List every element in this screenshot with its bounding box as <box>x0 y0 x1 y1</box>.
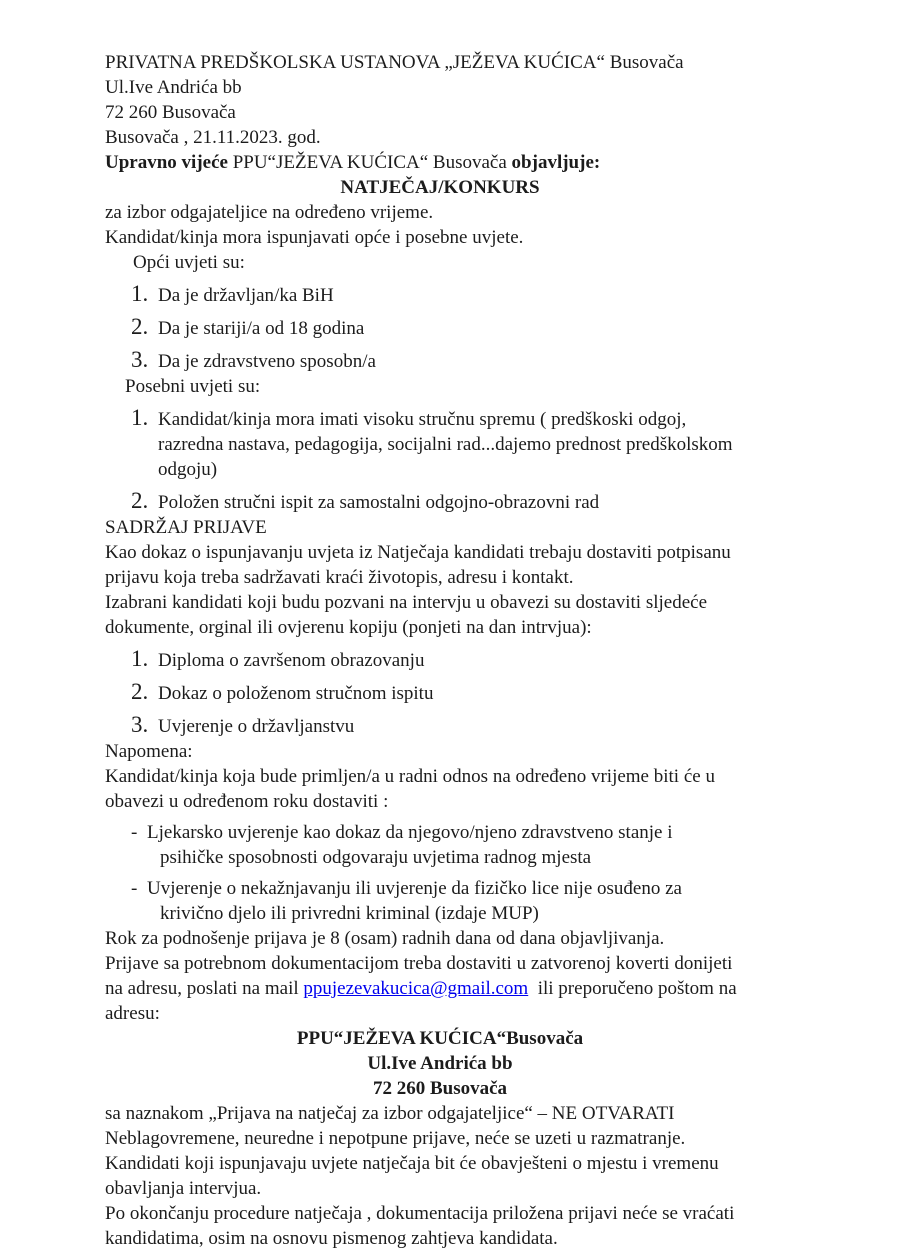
doc-line: Busovača , 21.11.2023. god. <box>105 127 321 148</box>
doc-line: Neblagovremene, neuredne i nepotpune prijave, neće se uzeti u razmatranje. <box>105 1128 686 1149</box>
doc-centered-line: 72 260 Busovača <box>372 1078 508 1099</box>
doc-line: Kandidat/kinja koja bude primljen/a u radni odnos na određeno vrijeme biti će u <box>105 766 715 787</box>
doc-line: obavezi u određenom roku dostaviti : <box>105 791 389 812</box>
doc-line: Izabrani kandidati koji budu pozvani na intervju u obavezi su dostaviti sljedeće <box>105 592 708 613</box>
doc-line: za izbor odgajateljice na određeno vrijeme. <box>105 202 434 223</box>
list-item-text: Ljekarsko uvjerenje kao dokaz da njegovo/njeno zdravstveno stanje i <box>147 822 673 843</box>
doc-line: Ul.Ive Andrića bb <box>105 77 242 98</box>
doc-line: dokumente, orginal ili ovjerenu kopiju (ponjeti na dan intrvjua): <box>105 617 592 638</box>
doc-numbered-item <box>131 347 775 374</box>
doc-line <box>105 976 775 1001</box>
doc-dash-item <box>131 876 775 901</box>
text-segment: PPU“JEŽEVA KUĆICA“ Busovača <box>232 152 512 173</box>
doc-line: PRIVATNA PREDŠKOLSKA USTANOVA „JEŽEVA KUĆICA“ Busovača <box>105 52 684 73</box>
doc-line: Rok za podnošenje prijava je 8 (osam) radnih dana od dana objavljivanja. <box>105 928 665 949</box>
list-item-text: Položen stručni ispit za samostalni odgojno-obrazovni rad <box>158 492 600 513</box>
doc-numbered-item <box>131 646 775 673</box>
doc-line: obavljanja intervjua. <box>105 1178 262 1199</box>
doc-numbered-item <box>131 712 775 739</box>
doc-numbered-item <box>131 679 775 706</box>
text-segment: ili preporučeno poštom na <box>528 978 737 999</box>
list-item-text: Da je stariji/a od 18 godina <box>158 318 365 339</box>
doc-line: Prijave sa potrebnom dokumentacijom treba dostaviti u zatvorenoj koverti donijeti <box>105 953 733 974</box>
doc-numbered-item <box>131 488 775 515</box>
text-segment: na adresu, poslati na mail <box>105 978 304 999</box>
bold-text-segment: Upravno vijeće <box>105 152 233 173</box>
doc-line: psihičke sposobnosti odgovaraju uvjetima radnog mjesta <box>160 847 592 868</box>
list-item-text: Diploma o završenom obrazovanju <box>158 650 425 671</box>
doc-line: 72 260 Busovača <box>105 102 236 123</box>
doc-line: Posebni uvjeti su: <box>125 376 261 397</box>
doc-numbered-item <box>131 405 775 432</box>
dash-marker: - <box>131 878 138 899</box>
doc-centered-line: Ul.Ive Andrića bb <box>367 1053 513 1074</box>
doc-line: krivično djelo ili privredni kriminal (izdaje MUP) <box>160 903 539 924</box>
email-link[interactable]: ppujezevakucica@gmail.com <box>303 978 529 999</box>
list-item-text: Uvjerenje o nekažnjavanju ili uvjerenje da fizičko lice nije osuđeno za <box>147 878 682 899</box>
doc-centered-line: NATJEČAJ/KONKURS <box>340 177 540 198</box>
doc-numbered-item <box>131 314 775 341</box>
doc-line: SADRŽAJ PRIJAVE <box>105 517 267 538</box>
doc-line: Kandidat/kinja mora ispunjavati opće i posebne uvjete. <box>105 227 524 248</box>
doc-line: adresu: <box>105 1003 160 1024</box>
doc-numbered-item <box>131 281 775 308</box>
doc-line: sa naznakom „Prijava na natječaj za izbor odgajateljice“ – NE OTVARATI <box>105 1103 675 1124</box>
list-number-marker: 3. <box>131 712 149 737</box>
doc-line: prijavu koja treba sadržavati kraći životopis, adresu i kontakt. <box>105 567 574 588</box>
list-number-marker: 1. <box>131 646 149 671</box>
list-item-text: Da je zdravstveno sposobn/a <box>158 351 376 372</box>
doc-line: odgoju) <box>158 459 218 480</box>
document-content <box>105 50 775 1251</box>
doc-line <box>105 150 775 175</box>
list-item-text: Uvjerenje o državljanstvu <box>158 716 355 737</box>
dash-marker: - <box>131 822 138 843</box>
doc-line: kandidatima, osim na osnovu pismenog zahtjeva kandidata. <box>105 1228 558 1249</box>
doc-line: Po okončanju procedure natječaja , dokumentacija priložena prijavi neće se vraćati <box>105 1203 735 1224</box>
list-number-marker: 1. <box>131 405 149 430</box>
list-item-text: Da je državljan/ka BiH <box>158 285 334 306</box>
bold-text-segment: objavljuje: <box>511 152 601 173</box>
list-number-marker: 3. <box>131 347 149 372</box>
doc-line: Kandidati koji ispunjavaju uvjete natječaja bit će obavješteni o mjestu i vremenu <box>105 1153 719 1174</box>
list-item-text: Kandidat/kinja mora imati visoku stručnu spremu ( predškoski odgoj, <box>158 409 687 430</box>
doc-dash-item <box>131 820 775 845</box>
doc-line: Opći uvjeti su: <box>133 252 245 273</box>
list-number-marker: 2. <box>131 679 149 704</box>
doc-line: Kao dokaz o ispunjavanju uvjeta iz Natječaja kandidati trebaju dostaviti potpisanu <box>105 542 731 563</box>
list-number-marker: 2. <box>131 314 149 339</box>
doc-centered-line: PPU“JEŽEVA KUĆICA“Busovača <box>296 1028 584 1049</box>
doc-line: Napomena: <box>105 741 193 762</box>
list-item-text: Dokaz o položenom stručnom ispitu <box>158 683 434 704</box>
doc-line: razredna nastava, pedagogija, socijalni rad...dajemo prednost predškolskom <box>158 434 733 455</box>
list-number-marker: 2. <box>131 488 149 513</box>
list-number-marker: 1. <box>131 281 149 306</box>
